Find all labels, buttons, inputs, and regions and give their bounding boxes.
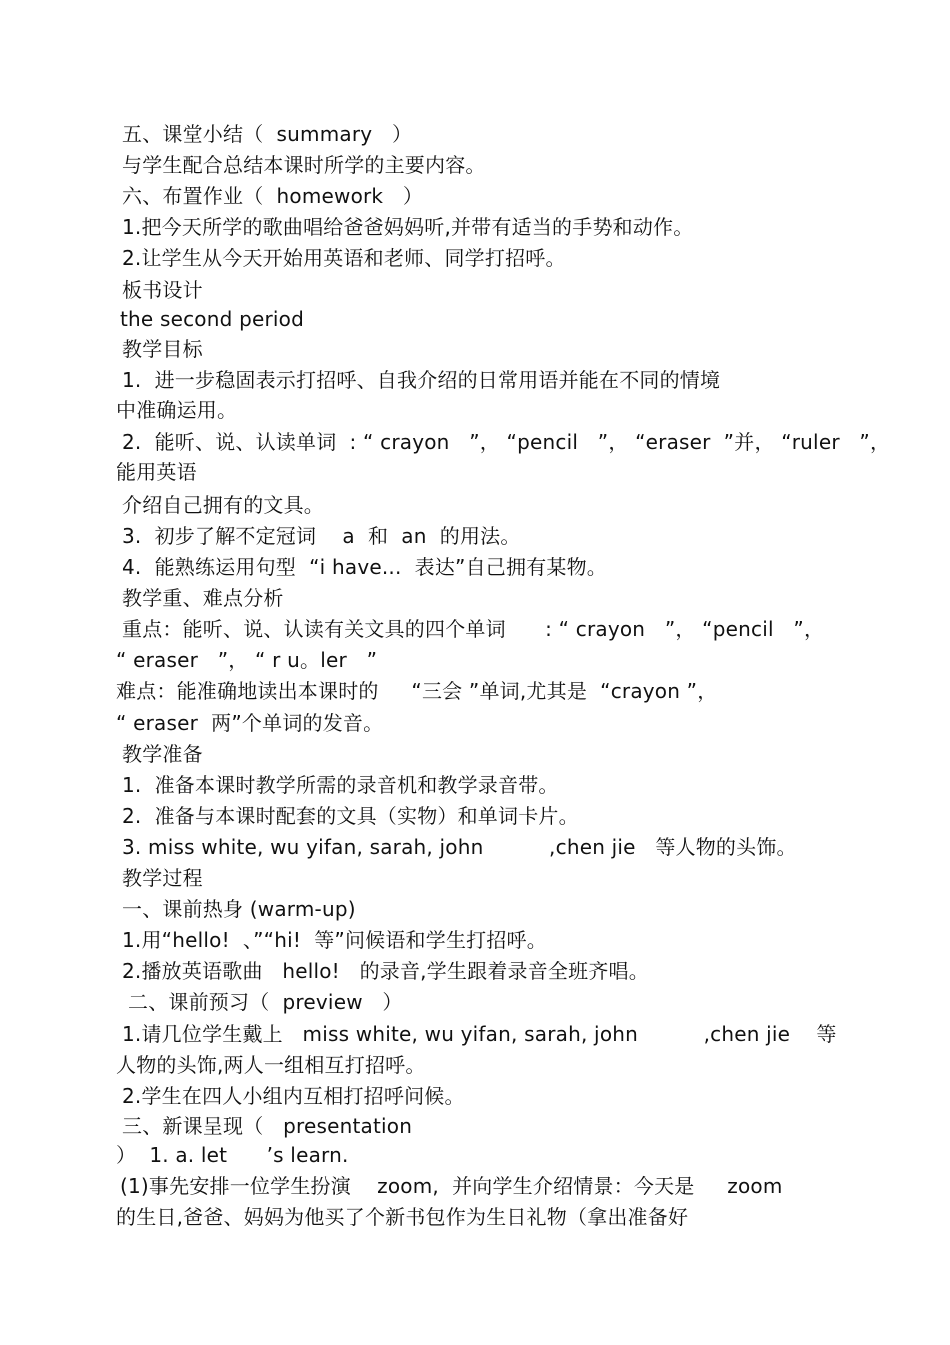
preparation-item-1: 1. 准备本课时教学所需的录音机和教学录音带。 xyxy=(122,773,559,797)
presentation-step-1: (1)事先安排一位学生扮演 zoom, 并向学生介绍情景：今天是 zoom xyxy=(120,1174,783,1198)
preview-item-1-cont: 人物的头饰,两人一组相互打招呼。 xyxy=(116,1053,426,1077)
section-summary-heading: 五、课堂小结（ summary ） xyxy=(122,122,413,146)
objective-item-1-cont: 中准确运用。 xyxy=(116,398,238,422)
lets-learn-heading: ） 1. a. let ’s learn. xyxy=(116,1143,349,1167)
objective-item-1: 1. 进一步稳固表示打招呼、自我介绍的日常用语并能在不同的情境 xyxy=(122,368,721,392)
key-point-cont: “ eraser ”， “ r u。ler ” xyxy=(116,648,378,672)
warm-up-item-1: 1.用“hello! 、”“hi! 等”问候语和学生打招呼。 xyxy=(122,928,547,952)
preparation-heading: 教学准备 xyxy=(122,742,203,766)
objective-item-2-cont2: 介绍自己拥有的文具。 xyxy=(122,493,324,517)
homework-item-2: 2.让学生从今天开始用英语和老师、同学打招呼。 xyxy=(122,246,566,270)
objectives-heading: 教学目标 xyxy=(122,337,203,361)
objective-item-4: 4. 能熟练运用句型 “i have... 表达”自己拥有某物。 xyxy=(122,555,608,579)
warm-up-item-2: 2.播放英语歌曲 hello! 的录音,学生跟着录音全班齐唱。 xyxy=(122,959,649,983)
homework-item-1: 1.把今天所学的歌曲唱给爸爸妈妈听,并带有适当的手势和动作。 xyxy=(122,215,694,239)
board-design-heading: 板书设计 xyxy=(122,278,203,302)
preview-heading: 二、课前预习（ preview ） xyxy=(128,990,403,1014)
key-points-heading: 教学重、难点分析 xyxy=(122,586,284,610)
objective-item-2-cont: 能用英语 xyxy=(116,460,197,484)
key-point: 重点：能听、说、认读有关文具的四个单词 : “ crayon ”， “pencil ”， xyxy=(122,617,825,641)
objective-item-2: 2. 能听、说、认读单词 : “ crayon ”， “pencil ”， “eraser ”并， “ruler ”， xyxy=(122,430,891,454)
difficult-point: 难点：能准确地读出本课时的 “三会 ”单词,尤其是 “crayon ”， xyxy=(116,679,718,703)
objective-item-3: 3. 初步了解不定冠词 a 和 an 的用法。 xyxy=(122,524,521,548)
period-title: the second period xyxy=(120,307,304,331)
process-heading: 教学过程 xyxy=(122,866,203,890)
preparation-item-2: 2. 准备与本课时配套的文具（实物）和单词卡片。 xyxy=(122,804,579,828)
warm-up-heading: 一、课前热身 (warm-up) xyxy=(122,897,356,921)
difficult-point-cont: “ eraser 两”个单词的发音。 xyxy=(116,711,384,735)
preparation-item-3: 3. miss white, wu yifan, sarah, john ,chen jie 等人物的头饰。 xyxy=(122,835,797,859)
presentation-heading: 三、新课呈现（ presentation xyxy=(122,1114,413,1138)
section-homework-heading: 六、布置作业（ homework ） xyxy=(122,184,424,208)
paragraph-summary: 与学生配合总结本课时所学的主要内容。 xyxy=(122,153,486,177)
preview-item-2: 2.学生在四人小组内互相打招呼问候。 xyxy=(122,1084,465,1108)
presentation-step-1-cont: 的生日,爸爸、妈妈为他买了个新书包作为生日礼物（拿出准备好 xyxy=(116,1205,689,1229)
preview-item-1: 1.请几位学生戴上 miss white, wu yifan, sarah, john ,chen jie 等 xyxy=(122,1022,837,1046)
